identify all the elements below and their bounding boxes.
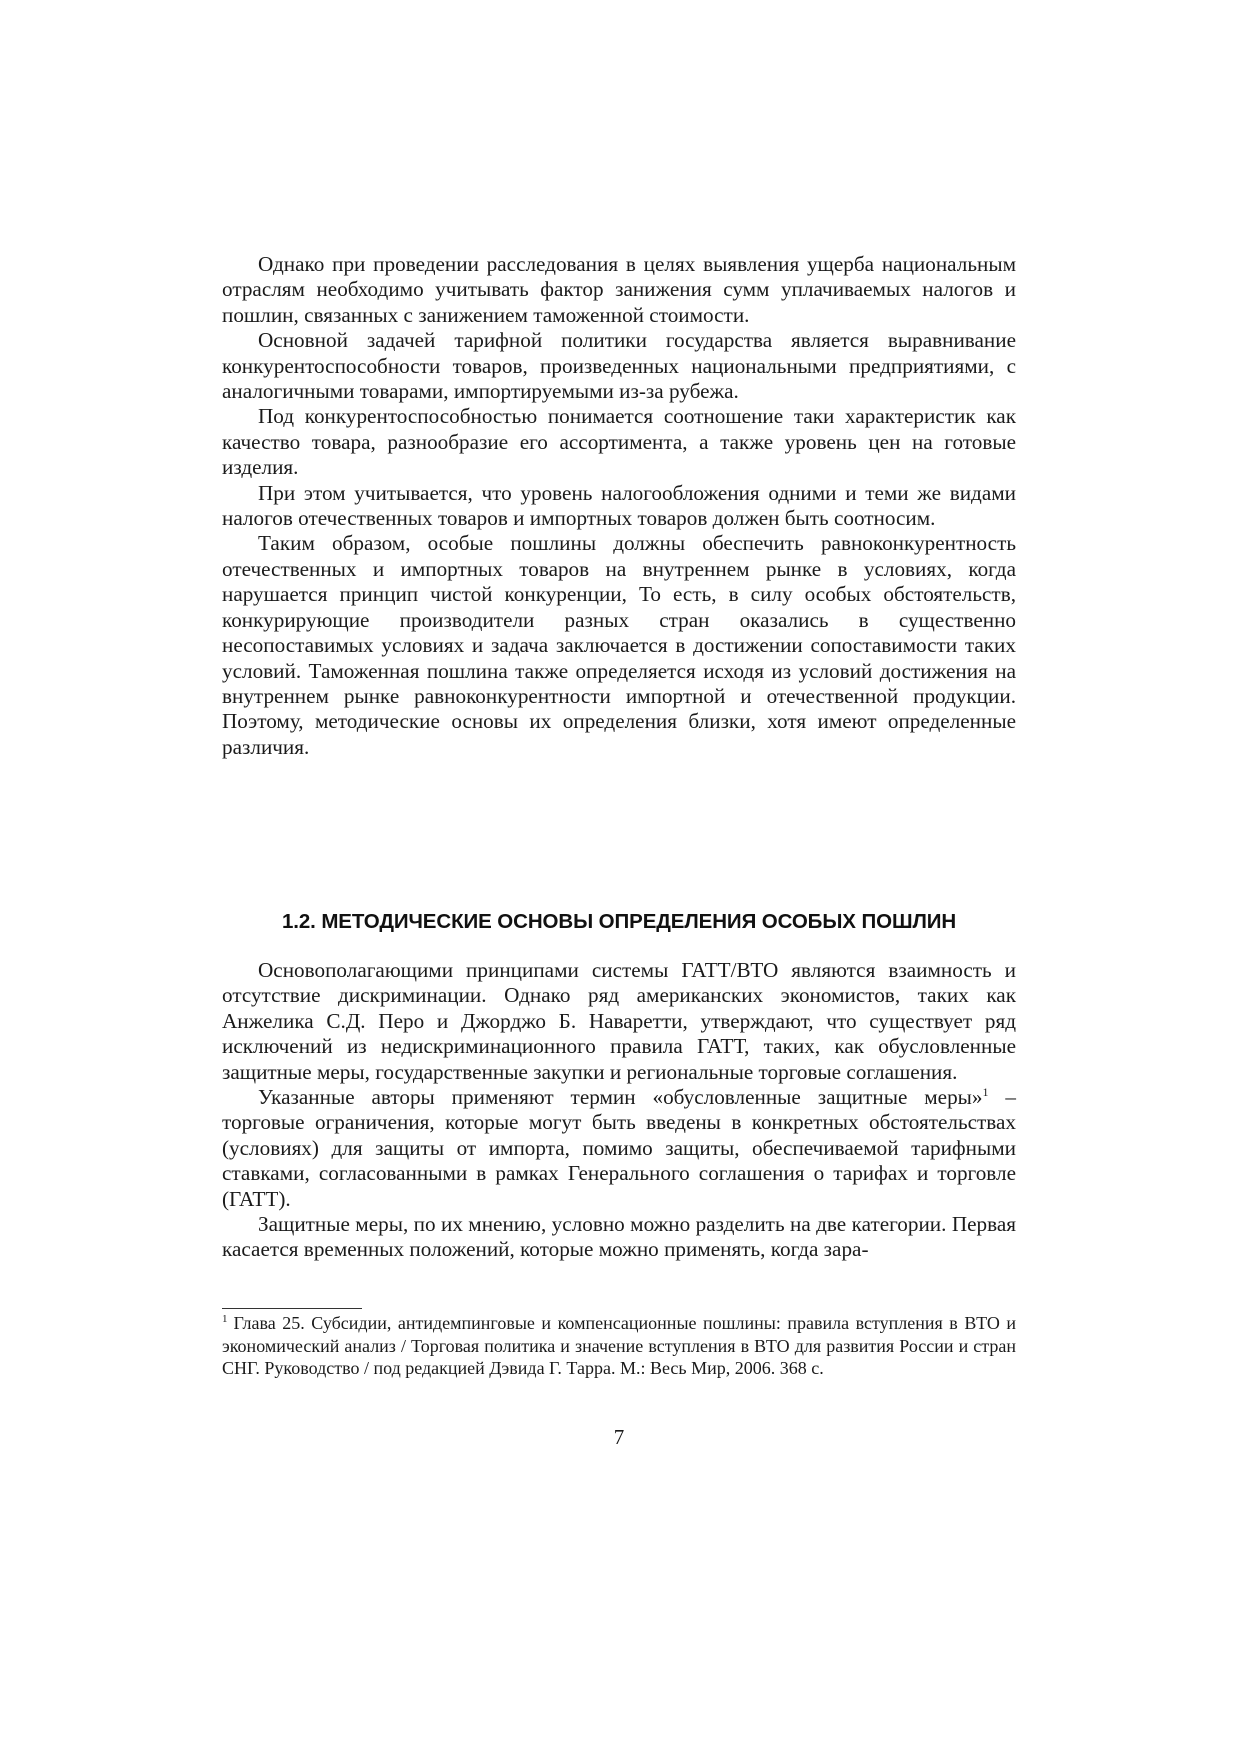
footnote-divider (222, 1308, 362, 1309)
paragraph-text: – торговые ограничения, которые могут быть введены в конкретных обстоятельствах (условиях) для защиты от импорта, помимо защиты, обеспечиваемой тарифными ставками, согласованными в рамках Генерального соглашения о тарифах и торговле (ГАТТ). (222, 1085, 1017, 1211)
body-text-section (222, 958, 1016, 1263)
paragraph: Таким образом, особые пошлины должны обеспечить равноконкурентность отечественных и импортных товаров на внутреннем рынке в условиях, когда нарушается принцип чистой конкуренции, То есть, в силу особых обстоятельств, конкурирующие производители разных стран оказались в существенно несопоставимых условиях и задача заключается в достижении сопоставимости таких условий. Таможенная пошлина также определяется исходя из условий достижения на внутреннем рынке равноконкурентности импортной и отечественной продукции. Поэтому, методические основы их определения близки, хотя имеют определенные различия. (222, 531, 1016, 759)
footnote-reference[interactable]: 1 (982, 1084, 989, 1099)
paragraph: Основополагающими принципами системы ГАТТ/ВТО являются взаимность и отсутствие дискриминации. Однако ряд американских экономистов, таких как Анжелика С.Д. Перо и Джорджо Б. Наваретти, утверждают, что существует ряд исключений из недискриминационного правила ГАТТ, таких, как обусловленные защитные меры, государственные закупки и региональные торговые соглашения. (222, 958, 1016, 1084)
paragraph: Основной задачей тарифной политики государства является выравнивание конкурентоспособности товаров, произведенных национальными предприятиями, с аналогичными товарами, импортируемыми из-за рубежа. (222, 328, 1016, 404)
paragraph: Однако при проведении расследования в целях выявления ущерба национальным отраслям необходимо учитывать фактор занижения сумм уплачиваемых налогов и пошлин, связанных с занижением таможенной стоимости. (222, 252, 1016, 327)
paragraph: Защитные меры, по их мнению, условно можно разделить на две категории. Первая касается временных положений, которые можно применять, когда зара- (222, 1212, 1016, 1262)
paragraph: Под конкурентоспособностью понимается соотношение таки характеристик как качество товара, разнообразие его ассортимента, а также уровень цен на готовые изделия. (222, 404, 1016, 480)
paragraph-text: Указанные авторы применяют термин «обусловленные защитные меры» (258, 1085, 983, 1110)
footnote (222, 1312, 1016, 1380)
footnote-text: Глава 25. Субсидии, антидемпинговые и компенсационные пошлины: правила вступления в ВТО и экономический анализ / Торговая политика и значение вступления в ВТО для развития России и стран СНГ. Руководство / под редакцией Дэвида Г. Тарра. М.: Весь Мир, 2006. 368 с. (222, 1313, 1016, 1378)
body-text-top (222, 252, 1016, 760)
page-number: 7 (613, 1425, 625, 1449)
footnote-mark: 1 (222, 1313, 228, 1325)
section-heading: 1.2. МЕТОДИЧЕСКИЕ ОСНОВЫ ОПРЕДЕЛЕНИЯ ОСОБЫХ ПОШЛИН (281, 910, 957, 933)
paragraph-with-footnote-ref (222, 1085, 1016, 1212)
paragraph: При этом учитывается, что уровень налогообложения одними и теми же видами налогов отечественных товаров и импортных товаров должен быть соотносим. (222, 480, 1016, 531)
